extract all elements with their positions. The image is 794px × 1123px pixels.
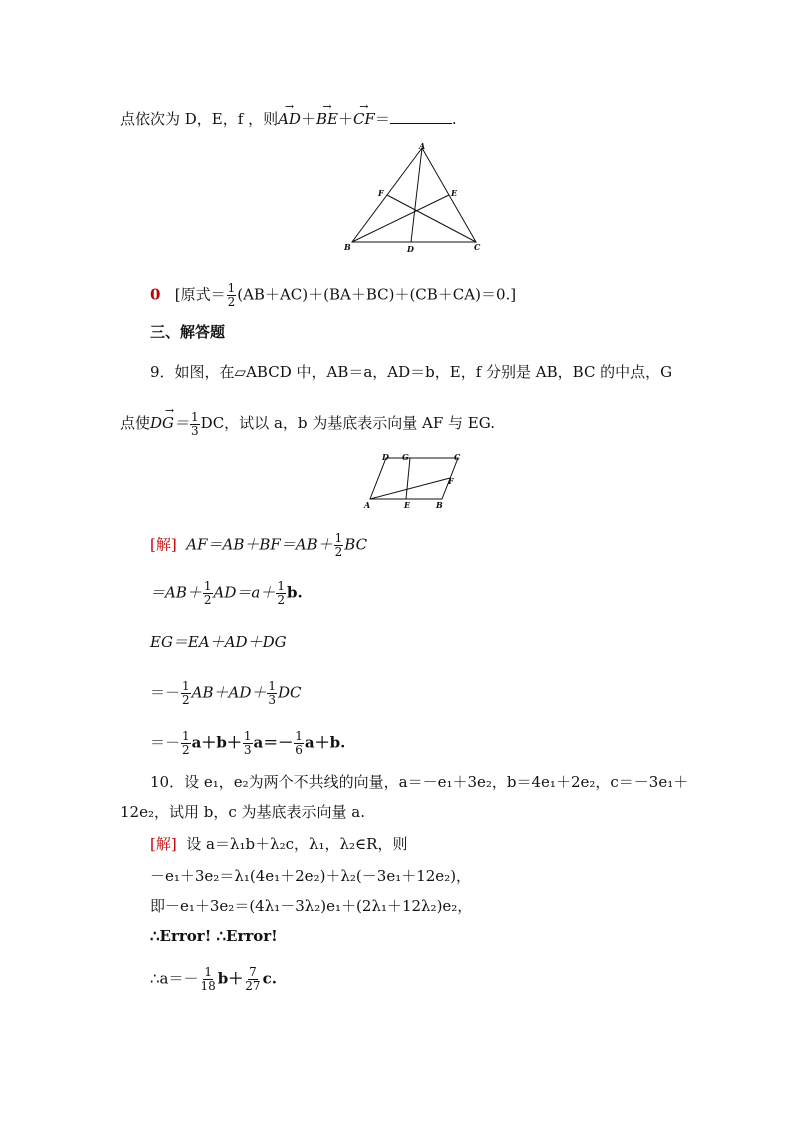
fraction-half	[227, 282, 237, 309]
numerator: 1	[182, 729, 190, 743]
solution-text: ＝－	[150, 683, 181, 702]
median-ad	[411, 148, 422, 242]
label-b: B	[436, 500, 443, 510]
parallelogram-figure	[362, 450, 472, 512]
solution-text: a＋b＋	[191, 733, 242, 752]
denominator: 2	[227, 295, 236, 309]
fraction-one-eighteenth	[200, 966, 217, 993]
solution-10-line-3: 即－e₁＋3e₂＝(4λ₁－3λ₂)e₁＋(2λ₁＋12λ₂)e₂，	[150, 897, 473, 915]
vector-ad: → AD	[278, 106, 301, 126]
segment-eg	[406, 458, 410, 499]
equals-sign: ＝	[374, 110, 390, 128]
question-9-line-1: 9．如图，在▱ABCD 中，AB＝a，AD＝b，E，f 分别是 AB，BC 的中点，G	[150, 363, 673, 381]
label-b: B	[344, 242, 351, 252]
denominator: 2	[334, 545, 343, 559]
numerator: 1	[227, 281, 236, 295]
solution-9-line-3: EG＝EA＋AD＋DG	[150, 633, 287, 651]
label-e: E	[404, 500, 411, 510]
solution-9-line-2	[150, 580, 303, 607]
denominator: 18	[200, 979, 216, 993]
answer-8-prefix: [原式＝	[174, 285, 226, 304]
solution-9-line-4	[150, 680, 302, 707]
vector-dg: → DG＝	[150, 410, 189, 430]
section-heading: 三、解答题	[150, 323, 226, 341]
segment-af	[370, 478, 450, 499]
solution-10-line-2: －e₁＋3e₂＝λ₁(4e₁＋2e₂)＋λ₂(－3e₁＋12e₂)，	[150, 867, 472, 885]
label-e: E	[451, 188, 458, 198]
numerator: 1	[334, 531, 343, 545]
label-c: C	[474, 242, 481, 252]
label-c: C	[454, 452, 461, 462]
numerator: 1	[277, 579, 285, 593]
denominator: 3	[243, 743, 252, 757]
fraction-half	[276, 580, 286, 607]
label-d: D	[407, 244, 414, 254]
numerator: 7	[249, 965, 257, 979]
solution-text: BC	[344, 535, 368, 554]
fraction-seven-twentyseventh	[244, 966, 261, 993]
denominator: 2	[182, 693, 190, 707]
label-g: G	[402, 452, 409, 462]
problem-8-line	[120, 106, 457, 129]
denominator: 3	[191, 423, 199, 438]
period: .	[451, 110, 457, 128]
question-9-line-2	[120, 410, 495, 438]
fraction-half	[334, 532, 344, 559]
label-d: D	[382, 452, 389, 462]
vector-cf: → CF	[353, 106, 375, 126]
denominator: 2	[277, 593, 285, 607]
fraction-third	[190, 411, 200, 438]
solution-text: 设 a＝λ₁b＋λ₂c，λ₁，λ₂∈R，则	[186, 835, 408, 853]
solution-text: AF＝AB＋BF＝AB＋	[186, 535, 333, 554]
vector-be: → BE	[316, 106, 338, 126]
solution-tag: [解]	[150, 835, 177, 853]
numerator: 1	[243, 729, 252, 743]
solution-10-line-5	[150, 966, 277, 993]
fraction-half	[181, 730, 191, 757]
solution-text: a＋b.	[304, 733, 346, 752]
solution-10-line-4: ∴Error! ∴Error!	[150, 927, 278, 945]
answer-value: 0	[150, 285, 161, 304]
numerator: 1	[268, 679, 277, 693]
solution-10-line-1	[150, 834, 407, 854]
fraction-third	[267, 680, 277, 707]
denominator: 3	[268, 693, 277, 707]
question-10-line-1: 10．设 e₁，e₂为两个不共线的向量，a＝－e₁＋3e₂，b＝4e₁＋2e₂，c＝－3e₁＋	[150, 773, 689, 791]
question-9-text: 点使	[120, 414, 151, 432]
denominator: 6	[295, 743, 303, 757]
answer-8-expression: (AB＋AC)＋(BA＋BC)＋(CB＋CA)＝0.]	[237, 285, 517, 304]
solution-text: ＝－	[150, 733, 181, 752]
solution-tag: [解]	[150, 535, 177, 554]
numerator: 1	[204, 965, 212, 979]
label-f: F	[378, 188, 384, 198]
solution-text: DC	[278, 683, 302, 702]
solution-text: b.	[286, 583, 303, 602]
label-a: A	[364, 500, 371, 510]
fraction-third	[243, 730, 253, 757]
plus-sign: ＋	[337, 110, 353, 128]
solution-text: a＝－	[253, 733, 294, 752]
denominator: 2	[182, 743, 190, 757]
triangle-figure	[340, 140, 500, 260]
parallelogram-abcd	[370, 458, 458, 499]
solution-text: ∴a＝－	[150, 969, 199, 988]
solution-text: AB＋AD＋	[191, 683, 267, 702]
denominator: 27	[245, 979, 261, 993]
question-9-text-end: DC，试以 a，b 为基底表示向量 AF 与 EG.	[200, 414, 495, 432]
answer-8	[150, 282, 516, 309]
label-f: F	[448, 476, 454, 486]
problem-8-text: 点依次为 D，E，f ，则	[120, 110, 279, 128]
solution-text: AD＝a＋	[213, 583, 276, 602]
fraction-half	[181, 680, 191, 707]
triangle-abc	[352, 148, 476, 242]
answer-blank	[390, 109, 452, 124]
solution-9-line-5	[150, 730, 345, 757]
numerator: 1	[295, 729, 303, 743]
numerator: 1	[191, 409, 199, 424]
numerator: 1	[182, 679, 190, 693]
fraction-half	[203, 580, 213, 607]
solution-text: b＋	[217, 969, 244, 988]
denominator: 2	[203, 593, 212, 607]
question-10-line-2: 12e₂，试用 b，c 为基底表示向量 a.	[120, 803, 365, 821]
solution-text: ＝AB＋	[150, 583, 202, 602]
plus-sign: ＋	[300, 110, 316, 128]
label-a: A	[419, 141, 426, 151]
numerator: 1	[203, 579, 212, 593]
fraction-sixth	[294, 730, 304, 757]
solution-9-line-1	[150, 532, 367, 559]
solution-text: c.	[262, 969, 277, 988]
